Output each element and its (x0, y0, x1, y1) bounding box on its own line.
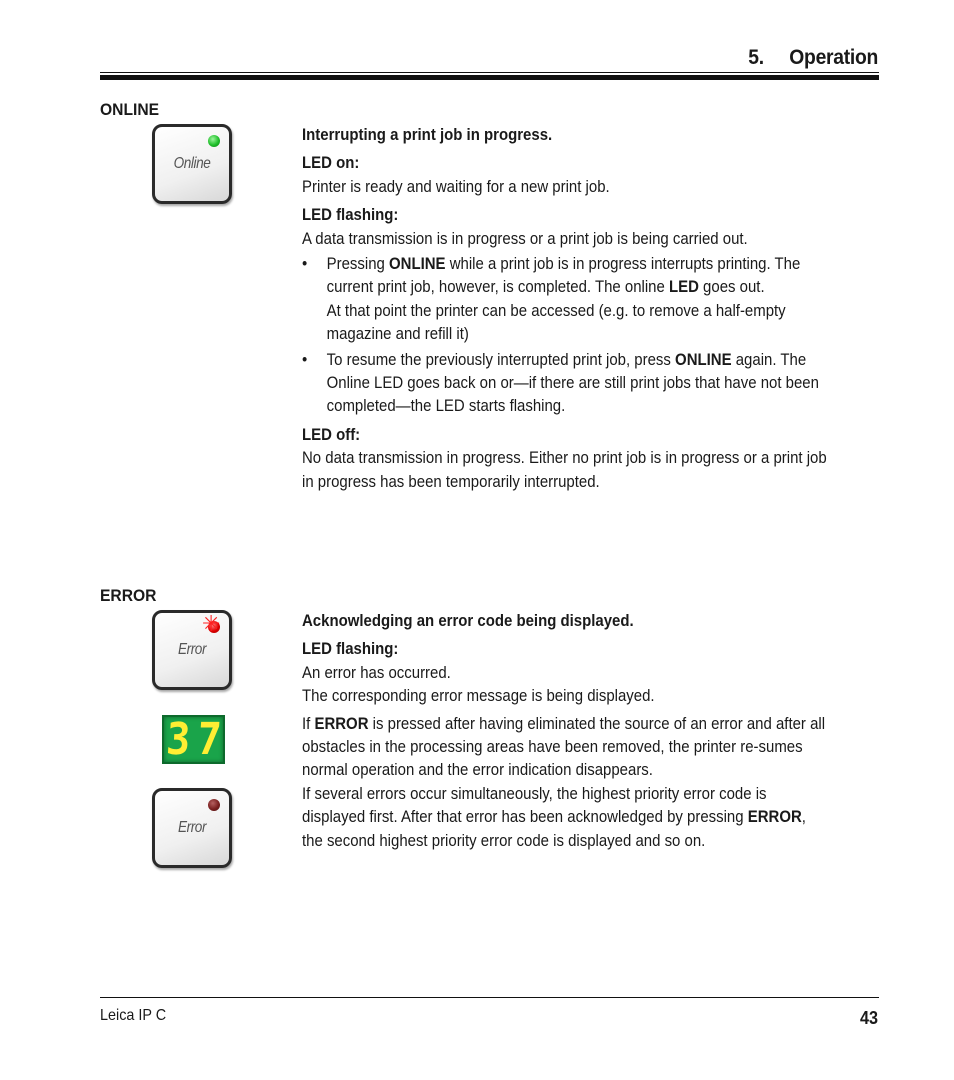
error-led-flashing-icon (208, 621, 220, 633)
error-led-flashing-text: The corresponding error message is being displayed. (302, 686, 655, 706)
led-on-text: Printer is ready and waiting for a new print job. (302, 176, 610, 196)
header-rule-thin (100, 72, 879, 73)
display-digit: 7 (195, 713, 223, 765)
online-key-illustration (152, 124, 232, 204)
footer-product-name: Leica IP C (100, 1007, 167, 1024)
error-paragraph-acknowledge: If ERROR is pressed after having eliminated the source of an error and after all obstacles in the processing areas have been removed, the printer re-sumes normal operation and the error indication disappears. (302, 713, 826, 780)
error-heading: Acknowledging an error code being displayed. (302, 611, 634, 630)
online-section-label: ONLINE (100, 100, 160, 119)
header-rule-thick (100, 75, 879, 80)
online-heading: Interrupting a print job in progress. (302, 125, 553, 144)
footer-rule (100, 997, 879, 998)
error-description (302, 609, 830, 852)
display-digit: 3 (164, 713, 192, 765)
bullet-item-resume: • To resume the previously interrupted print job, press ONLINE again. The Online LED goes back on or—if there are still print jobs that have not been completed—the LED starts flashing. (302, 349, 819, 416)
online-led-green-icon (208, 135, 220, 147)
error-led-flashing-heading: LED flashing: (302, 639, 399, 659)
error-code-display (162, 715, 225, 764)
error-led-flashing-text: An error has occurred. (302, 662, 451, 682)
error-key-off-illustration (152, 788, 232, 868)
error-key-label: Error (177, 641, 207, 658)
online-description (302, 123, 830, 493)
bullet-item-interrupt: • Pressing ONLINE while a print job is in progress interrupts printing. The current print job, however, is completed. The online LED goes out. At that point the printer can be accessed (e.g. to remove a half-empty magazine and refill it) (302, 254, 801, 344)
page-number: 43 (859, 1008, 878, 1028)
bullet-icon: • (302, 349, 308, 369)
led-on-heading: LED on: (302, 153, 360, 173)
error-section-label: ERROR (100, 586, 157, 605)
led-off-text: No data transmission in progress. Either no print job is in progress or a print job in progress has been temporarily interrupted. (302, 448, 827, 491)
section-title: 5. Operation (748, 46, 878, 69)
bullet-icon: • (302, 254, 308, 274)
led-off-heading: LED off: (302, 424, 361, 444)
error-key-label: Error (177, 819, 207, 836)
led-flashing-text: A data transmission is in progress or a print job is being carried out. (302, 228, 748, 248)
error-led-off-icon (208, 799, 220, 811)
online-key-label: Online (173, 155, 211, 172)
error-paragraph-priority: If several errors occur simultaneously, the highest priority error code is displayed first. After that error has been acknowledged by pressing ERROR, the second highest priority error code is displayed and so on. (302, 783, 806, 850)
led-flashing-heading: LED flashing: (302, 205, 399, 225)
error-key-flashing-illustration (152, 610, 232, 690)
